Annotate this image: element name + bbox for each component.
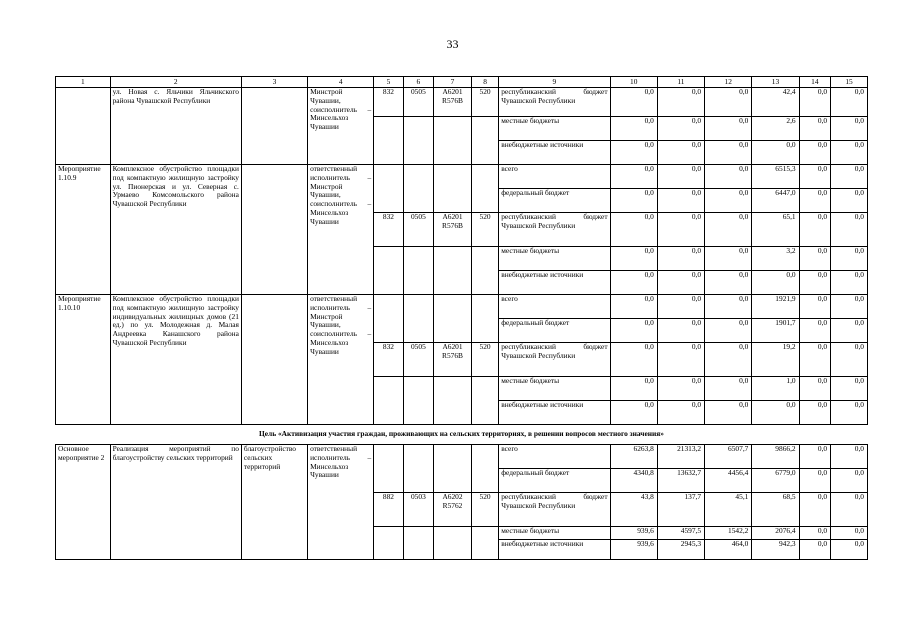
code-cell-empty xyxy=(471,165,498,213)
header-cell: 1 xyxy=(56,77,111,88)
value-cell: 0,0 xyxy=(705,377,752,401)
value-cell: 0,0 xyxy=(831,141,868,165)
value-cell: 0,0 xyxy=(657,319,704,343)
value-cell: 9866,2 xyxy=(752,445,799,469)
value-cell: 0,0 xyxy=(831,343,868,377)
header-cell: 12 xyxy=(705,77,752,88)
value-cell: 1901,7 xyxy=(752,319,799,343)
code-cell-empty xyxy=(434,165,472,213)
value-cell: 45,1 xyxy=(705,493,752,527)
value-cell: 0,0 xyxy=(799,377,831,401)
value-cell: 0,0 xyxy=(610,117,657,141)
code-cell-empty xyxy=(403,165,433,213)
budget-code: 0505 xyxy=(403,343,433,377)
code-cell-empty xyxy=(403,445,433,493)
value-cell: 0,0 xyxy=(799,213,831,247)
value-cell: 19,2 xyxy=(752,343,799,377)
value-cell: 0,0 xyxy=(831,377,868,401)
value-cell: 6263,8 xyxy=(610,445,657,469)
funding-source: федеральный бюджет xyxy=(499,189,610,213)
value-cell: 0,0 xyxy=(831,295,868,319)
value-cell: 0,0 xyxy=(657,141,704,165)
value-cell: 0,0 xyxy=(831,165,868,189)
value-cell: 0,0 xyxy=(610,189,657,213)
budget-code: 520 xyxy=(471,88,498,117)
value-cell: 0,0 xyxy=(799,117,831,141)
value-cell: 0,0 xyxy=(657,377,704,401)
funding-source: республиканский бюджет Чувашской Республики xyxy=(499,493,610,527)
funding-source: республиканский бюджет Чувашской Республики xyxy=(499,88,610,117)
value-cell: 0,0 xyxy=(705,343,752,377)
executor: ответственный исполнитель – Минсельхоз Чувашии xyxy=(308,445,374,560)
code-cell-empty xyxy=(434,527,472,560)
budget-code: 520 xyxy=(471,493,498,527)
budget-table xyxy=(55,76,868,560)
value-cell: 0,0 xyxy=(799,401,831,425)
value-cell: 0,0 xyxy=(831,445,868,469)
code-cell-empty xyxy=(434,117,472,165)
value-cell: 0,0 xyxy=(705,295,752,319)
value-cell: 0,0 xyxy=(610,319,657,343)
code-cell-empty xyxy=(374,165,403,213)
value-cell: 42,4 xyxy=(752,88,799,117)
funding-source: внебюджетные источники xyxy=(499,401,610,425)
value-cell: 0,0 xyxy=(657,401,704,425)
value-cell: 2076,4 xyxy=(752,527,799,540)
header-cell: 9 xyxy=(499,77,610,88)
header-cell: 5 xyxy=(374,77,403,88)
funding-source: внебюджетные источники xyxy=(499,271,610,295)
executor: ответственный исполнитель – Минстрой Чувашии, соисполнитель – Минсельхоз Чувашии xyxy=(308,165,374,295)
value-cell: 0,0 xyxy=(705,189,752,213)
budget-code: 832 xyxy=(374,88,403,117)
value-cell: 43,8 xyxy=(610,493,657,527)
value-cell: 1921,9 xyxy=(752,295,799,319)
funding-source: всего xyxy=(499,445,610,469)
funding-source: местные бюджеты xyxy=(499,117,610,141)
value-cell: 0,0 xyxy=(705,401,752,425)
value-cell: 0,0 xyxy=(799,141,831,165)
funding-source: местные бюджеты xyxy=(499,247,610,271)
value-cell: 0,0 xyxy=(705,271,752,295)
value-cell: 0,0 xyxy=(705,141,752,165)
value-cell: 0,0 xyxy=(799,527,831,540)
value-cell: 1,0 xyxy=(752,377,799,401)
code-cell-empty xyxy=(374,445,403,493)
header-cell: 2 xyxy=(110,77,241,88)
value-cell: 0,0 xyxy=(657,189,704,213)
code-cell-empty xyxy=(374,117,403,165)
value-cell: 137,7 xyxy=(657,493,704,527)
measure-description: Реализация мероприятий по благоустройству сельских территорий xyxy=(110,445,241,560)
goal-title: Цель «Активизация участия граждан, проживающих на сельских территориях, в решении вопросов местного значения» xyxy=(56,425,868,445)
target-indicator xyxy=(241,165,307,295)
value-cell: 0,0 xyxy=(705,165,752,189)
code-cell-empty xyxy=(471,247,498,295)
value-cell: 0,0 xyxy=(705,117,752,141)
value-cell: 6447,0 xyxy=(752,189,799,213)
goal-row xyxy=(56,425,868,445)
main-measure-row xyxy=(56,445,868,469)
value-cell: 68,5 xyxy=(752,493,799,527)
code-cell-empty xyxy=(374,247,403,295)
funding-source: федеральный бюджет xyxy=(499,319,610,343)
value-cell: 0,0 xyxy=(799,493,831,527)
funding-source: внебюджетные источники xyxy=(499,141,610,165)
value-cell: 6515,3 xyxy=(752,165,799,189)
target-indicator xyxy=(241,88,307,165)
value-cell: 0,0 xyxy=(831,117,868,141)
measure-label xyxy=(56,88,111,165)
value-cell: 942,3 xyxy=(752,540,799,560)
value-cell: 0,0 xyxy=(610,271,657,295)
value-cell: 0,0 xyxy=(705,88,752,117)
value-cell: 0,0 xyxy=(799,189,831,213)
value-cell: 0,0 xyxy=(799,445,831,469)
value-cell: 0,0 xyxy=(831,493,868,527)
executor: ответственный исполнитель – Минстрой Чувашии, соисполнитель – Минсельхоз Чувашии xyxy=(308,295,374,425)
value-cell: 0,0 xyxy=(799,88,831,117)
header-cell: 4 xyxy=(308,77,374,88)
code-cell-empty xyxy=(403,377,433,425)
code-cell-empty xyxy=(434,295,472,343)
value-cell: 0,0 xyxy=(799,165,831,189)
value-cell: 4456,4 xyxy=(705,469,752,493)
funding-source: республиканский бюджет Чувашской Республики xyxy=(499,213,610,247)
value-cell: 0,0 xyxy=(799,247,831,271)
value-cell: 0,0 xyxy=(610,213,657,247)
value-cell: 0,0 xyxy=(610,401,657,425)
value-cell: 0,0 xyxy=(831,540,868,560)
code-cell-empty xyxy=(403,527,433,560)
value-cell: 2,6 xyxy=(752,117,799,141)
measure-description: Комплексное обустройство площадки под компактную жилищную застройку индивидуальных жилищных домов (21 ед.) по ул. Молодежная д. Малая Андреевка Канашского района Чувашской Республики xyxy=(110,295,241,425)
measure-1-row xyxy=(56,165,868,189)
value-cell: 0,0 xyxy=(799,295,831,319)
code-cell-empty xyxy=(374,377,403,425)
header-cell: 7 xyxy=(434,77,472,88)
funding-source: местные бюджеты xyxy=(499,377,610,401)
value-cell: 0,0 xyxy=(705,213,752,247)
measure-description: ул. Новая с. Яльчики Яльчикского района Чувашской Республики xyxy=(110,88,241,165)
measure-label: Мероприятие 1.10.9 xyxy=(56,165,111,295)
value-cell: 0,0 xyxy=(831,319,868,343)
value-cell: 0,0 xyxy=(657,271,704,295)
value-cell: 6507,7 xyxy=(705,445,752,469)
value-cell: 464,0 xyxy=(705,540,752,560)
value-cell: 0,0 xyxy=(610,377,657,401)
value-cell: 4340,8 xyxy=(610,469,657,493)
budget-code: 520 xyxy=(471,343,498,377)
code-cell-empty xyxy=(403,247,433,295)
funding-source: внебюджетные источники xyxy=(499,540,610,560)
value-cell: 0,0 xyxy=(705,319,752,343)
header-cell: 10 xyxy=(610,77,657,88)
code-cell-empty xyxy=(471,117,498,165)
value-cell: 0,0 xyxy=(799,469,831,493)
header-row xyxy=(56,77,868,88)
budget-code: 882 xyxy=(374,493,403,527)
target-indicator xyxy=(241,295,307,425)
value-cell: 0,0 xyxy=(657,165,704,189)
code-cell-empty xyxy=(403,295,433,343)
code-cell-empty xyxy=(471,377,498,425)
funding-source: местные бюджеты xyxy=(499,527,610,540)
funding-source: федеральный бюджет xyxy=(499,469,610,493)
value-cell: 0,0 xyxy=(657,295,704,319)
code-cell-empty xyxy=(403,117,433,165)
value-cell: 6779,0 xyxy=(752,469,799,493)
value-cell: 0,0 xyxy=(610,247,657,271)
funding-source: всего xyxy=(499,165,610,189)
budget-code: А6201 R576В xyxy=(434,213,472,247)
value-cell: 0,0 xyxy=(831,213,868,247)
page-number: 33 xyxy=(446,37,459,51)
value-cell: 0,0 xyxy=(657,343,704,377)
header-cell: 8 xyxy=(471,77,498,88)
value-cell: 0,0 xyxy=(610,165,657,189)
value-cell: 0,0 xyxy=(831,247,868,271)
value-cell: 0,0 xyxy=(752,141,799,165)
code-cell-empty xyxy=(434,377,472,425)
budget-code: 0503 xyxy=(403,493,433,527)
header-cell: 15 xyxy=(831,77,868,88)
value-cell: 0,0 xyxy=(799,343,831,377)
code-cell-empty xyxy=(434,445,472,493)
code-cell-empty xyxy=(434,247,472,295)
value-cell: 1542,2 xyxy=(705,527,752,540)
value-cell: 0,0 xyxy=(799,319,831,343)
measure-label: Основное мероприятие 2 xyxy=(56,445,111,560)
budget-code: 832 xyxy=(374,213,403,247)
value-cell: 0,0 xyxy=(799,540,831,560)
value-cell: 0,0 xyxy=(831,401,868,425)
funding-source: всего xyxy=(499,295,610,319)
value-cell: 0,0 xyxy=(799,271,831,295)
value-cell: 4597,5 xyxy=(657,527,704,540)
value-cell: 0,0 xyxy=(831,469,868,493)
code-cell-empty xyxy=(471,527,498,560)
header-cell: 14 xyxy=(799,77,831,88)
value-cell: 0,0 xyxy=(831,527,868,540)
value-cell: 0,0 xyxy=(752,271,799,295)
budget-code: 0505 xyxy=(403,213,433,247)
measure-0-row xyxy=(56,88,868,117)
budget-code: 0505 xyxy=(403,88,433,117)
header-cell: 3 xyxy=(241,77,307,88)
value-cell: 0,0 xyxy=(610,141,657,165)
header-cell: 11 xyxy=(657,77,704,88)
value-cell: 0,0 xyxy=(610,88,657,117)
budget-code: 832 xyxy=(374,343,403,377)
budget-code: А6202 R5762 xyxy=(434,493,472,527)
value-cell: 0,0 xyxy=(610,343,657,377)
measure-2-row xyxy=(56,295,868,319)
value-cell: 939,6 xyxy=(610,527,657,540)
value-cell: 0,0 xyxy=(705,247,752,271)
value-cell: 2945,3 xyxy=(657,540,704,560)
funding-source: республиканский бюджет Чувашской Республики xyxy=(499,343,610,377)
code-cell-empty xyxy=(374,295,403,343)
value-cell: 65,1 xyxy=(752,213,799,247)
value-cell: 0,0 xyxy=(657,247,704,271)
value-cell: 0,0 xyxy=(657,88,704,117)
executor: Минстрой Чувашии, соисполнитель – Минсельхоз Чувашии xyxy=(308,88,374,165)
value-cell: 939,6 xyxy=(610,540,657,560)
value-cell: 0,0 xyxy=(831,271,868,295)
target-indicator: благоустройство сельских территорий xyxy=(241,445,307,560)
code-cell-empty xyxy=(471,295,498,343)
value-cell: 13632,7 xyxy=(657,469,704,493)
value-cell: 0,0 xyxy=(831,189,868,213)
code-cell-empty xyxy=(374,527,403,560)
code-cell-empty xyxy=(471,445,498,493)
value-cell: 0,0 xyxy=(831,88,868,117)
value-cell: 0,0 xyxy=(752,401,799,425)
value-cell: 21313,2 xyxy=(657,445,704,469)
value-cell: 0,0 xyxy=(657,213,704,247)
budget-code: А6201 R576В xyxy=(434,88,472,117)
measure-label: Мероприятие 1.10.10 xyxy=(56,295,111,425)
measure-description: Комплексное обустройство площадки под компактную жилищную застройку ул. Пионерская и ул. Северная с. Урмаево Комсомольского района Чувашской Республики xyxy=(110,165,241,295)
value-cell: 0,0 xyxy=(657,117,704,141)
value-cell: 0,0 xyxy=(610,295,657,319)
header-cell: 6 xyxy=(403,77,433,88)
budget-code: 520 xyxy=(471,213,498,247)
header-cell: 13 xyxy=(752,77,799,88)
value-cell: 3,2 xyxy=(752,247,799,271)
budget-code: А6201 R576В xyxy=(434,343,472,377)
